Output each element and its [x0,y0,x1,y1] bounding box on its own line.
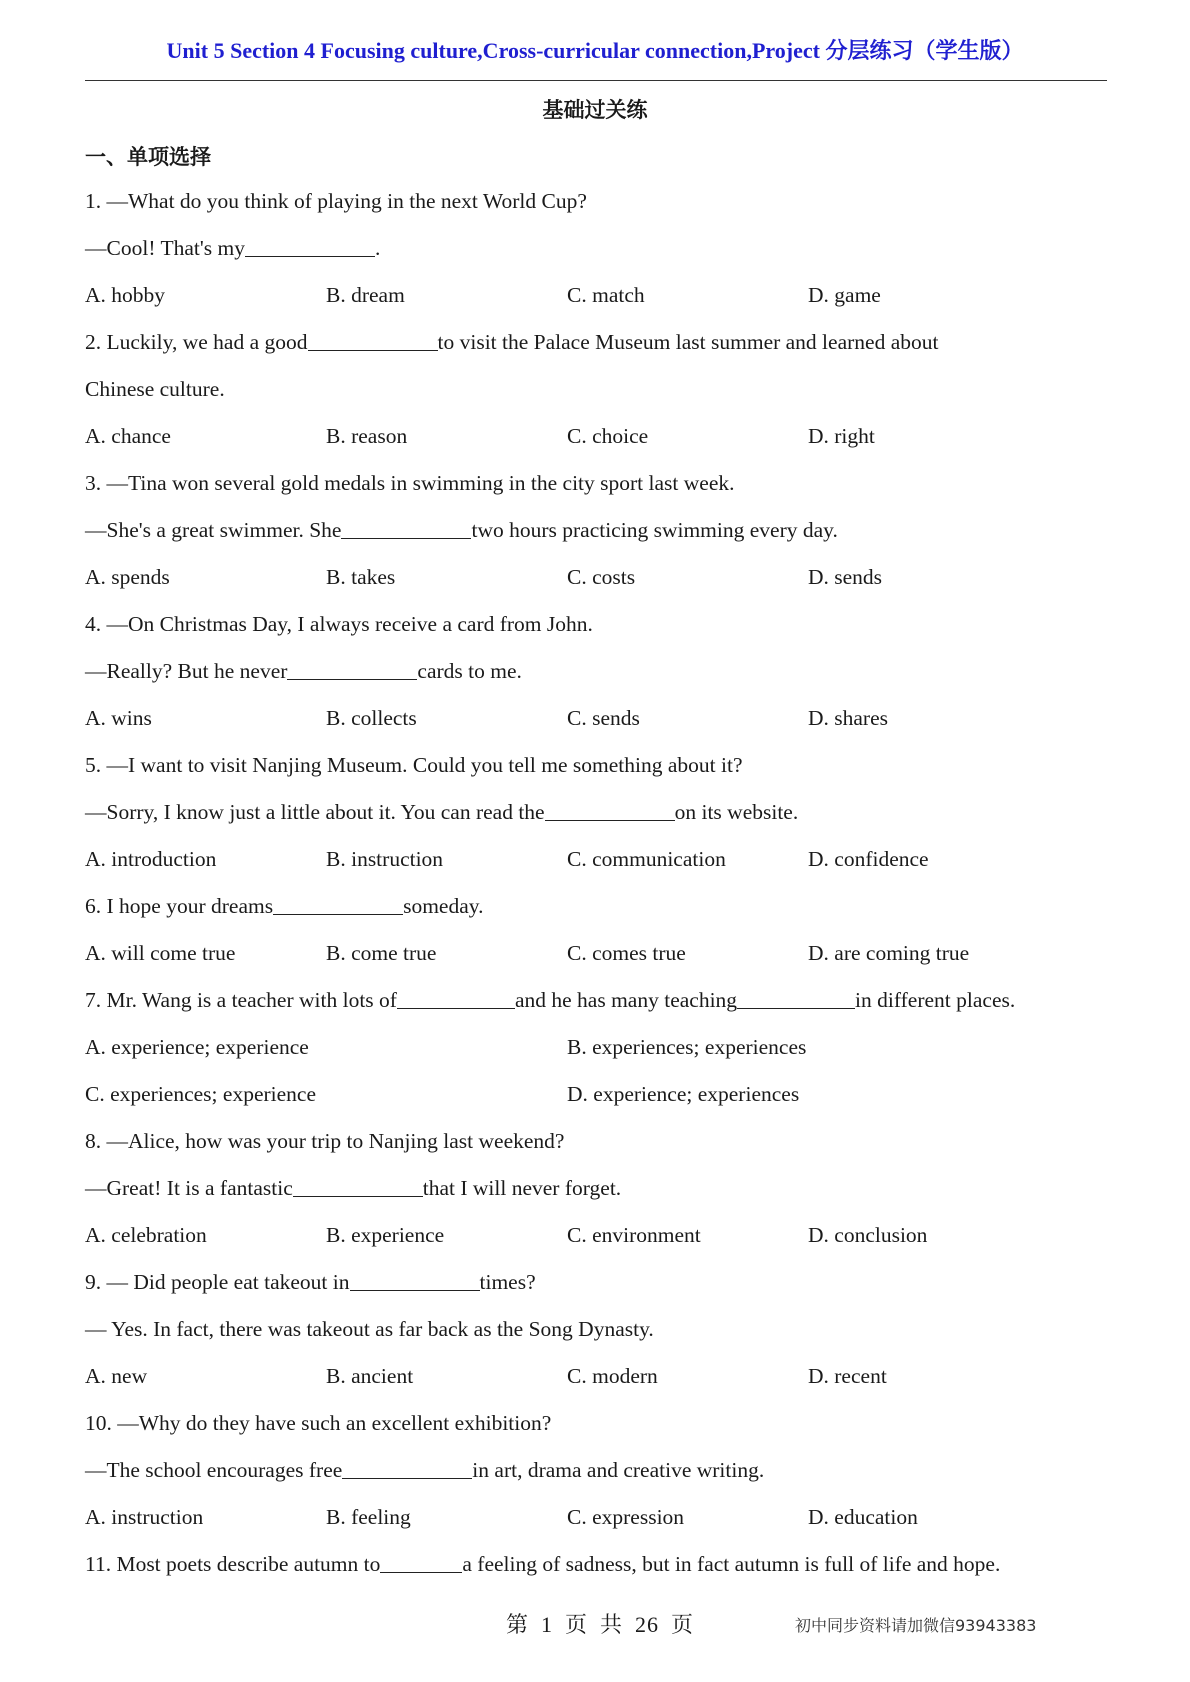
question-6 [85,883,1115,977]
question-line [85,742,1115,789]
option-c: C. match [567,283,645,307]
header-title-cn: 分层练习（学生版） [825,39,1024,64]
option-d: D. sends [808,565,883,589]
option-c: C. expression [567,1505,685,1529]
question-line [85,648,1115,695]
answer-blank [545,790,675,821]
question-text: Chinese culture. [85,377,225,401]
option-a: A. wins [85,706,152,730]
option-d: D. are coming true [808,941,970,965]
option-d: D. education [808,1505,918,1529]
question-text: —Sorry, I know just a little about it. You can read the [85,800,545,824]
footer-note: 初中同步资料请加微信93943383 [795,1616,1037,1635]
question-line [85,178,1115,225]
question-text: 8. —Alice, how was your trip to Nanjing last weekend? [85,1129,565,1153]
option-a: A. introduction [85,847,217,871]
option-b: B. experiences; experiences [567,1035,807,1059]
option-b: B. reason [326,424,408,448]
question-line [85,366,1115,413]
question-5 [85,742,1115,883]
answer-blank [287,649,417,680]
question-text: to visit the Palace Museum last summer and learned about [437,330,939,354]
question-text: — Yes. In fact, there was takeout as far back as the Song Dynasty. [85,1317,654,1341]
answer-blank [737,978,855,1009]
option-c: C. costs [567,565,636,589]
question-2 [85,319,1115,460]
option-c: C. communication [567,847,726,871]
question-text: —Really? But he never [85,659,288,683]
option-b: B. collects [326,706,417,730]
option-c: C. sends [567,706,640,730]
option-a: A. celebration [85,1223,207,1247]
question-text: 7. Mr. Wang is a teacher with lots of [85,988,397,1012]
page-total: 26 [635,1612,660,1637]
option-a: A. will come true [85,941,236,965]
option-a: A. new [85,1364,148,1388]
question-10 [85,1400,1115,1541]
question-text: 11. Most poets describe autumn to [85,1552,381,1576]
page-label-4: 页 [671,1612,695,1637]
question-line [85,1165,1115,1212]
question-line [85,789,1115,836]
question-line [85,1400,1115,1447]
question-4 [85,601,1115,742]
question-text: —The school encourages free [85,1458,343,1482]
question-11 [85,1541,1115,1588]
question-line [85,1541,1115,1588]
answer-blank [293,1166,423,1197]
option-d: D. conclusion [808,1223,928,1247]
question-line [85,1118,1115,1165]
options-row [85,272,1115,319]
question-7 [85,977,1115,1118]
question-text: . [374,236,381,260]
question-text: and he has many teaching [514,988,738,1012]
question-line [85,507,1115,554]
option-c: C. environment [567,1223,701,1247]
question-text: 4. —On Christmas Day, I always receive a card from John. [85,612,593,636]
document-header-title [0,34,1190,65]
options-row [85,836,1115,883]
question-text: two hours practicing swimming every day. [471,518,838,542]
option-b: B. feeling [326,1505,411,1529]
option-d: D. experience; experiences [567,1082,800,1106]
option-b: B. takes [326,565,396,589]
answer-blank [273,884,403,915]
options-row [85,1071,1115,1118]
option-a: A. instruction [85,1505,204,1529]
header-title-en: Unit 5 Section 4 Focusing culture,Cross-curricular connection,Project [166,38,820,63]
option-d: D. shares [808,706,889,730]
options-row [85,1494,1115,1541]
answer-blank [245,226,375,257]
option-a: A. experience; experience [85,1035,309,1059]
page-number: 1 [541,1612,554,1637]
option-b: B. dream [326,283,405,307]
question-text: —She's a great swimmer. She [85,518,342,542]
option-c: C. choice [567,424,649,448]
answer-blank [350,1260,480,1291]
page-label-2: 页 [565,1612,589,1637]
question-text: times? [479,1270,536,1294]
options-row [85,1353,1115,1400]
option-a: A. spends [85,565,170,589]
part-title: 一、单项选择 [85,145,211,169]
option-b: B. ancient [326,1364,414,1388]
question-text: 10. —Why do they have such an excellent exhibition? [85,1411,552,1435]
option-d: D. game [808,283,881,307]
question-line [85,319,1115,366]
options-row [85,413,1115,460]
option-b: B. come true [326,941,437,965]
question-text: —Cool! That's my [85,236,245,260]
question-8 [85,1118,1115,1259]
question-text: 6. I hope your dreams [85,894,274,918]
page-label-3: 共 [600,1612,624,1637]
question-text: 9. — Did people eat takeout in [85,1270,350,1294]
options-row [85,695,1115,742]
answer-blank [342,1448,472,1479]
question-text: that I will never forget. [422,1176,622,1200]
question-text: in different places. [855,988,1016,1012]
option-c: C. comes true [567,941,686,965]
options-row [85,1024,1115,1071]
answer-blank [380,1542,462,1573]
question-text: —Great! It is a fantastic [85,1176,293,1200]
option-a: A. hobby [85,283,166,307]
answer-blank [341,508,471,539]
question-line [85,1306,1115,1353]
question-text: cards to me. [417,659,522,683]
header-divider [85,80,1107,81]
option-d: D. recent [808,1364,887,1388]
question-text: a feeling of sadness, but in fact autumn is full of life and hope. [462,1552,1001,1576]
option-a: A. chance [85,424,171,448]
question-text: 3. —Tina won several gold medals in swimming in the city sport last week. [85,471,735,495]
options-row [85,1212,1115,1259]
question-line [85,977,1115,1024]
answer-blank [397,978,515,1009]
question-line [85,1259,1115,1306]
section-title: 基础过关练 [542,98,648,122]
question-line [85,225,1115,272]
option-d: D. right [808,424,875,448]
question-list [85,178,1115,1588]
question-line [85,460,1115,507]
option-d: D. confidence [808,847,929,871]
page-label-1: 第 [506,1612,530,1637]
question-line [85,1447,1115,1494]
question-text: 2. Luckily, we had a good [85,330,308,354]
question-3 [85,460,1115,601]
option-c: C. modern [567,1364,658,1388]
question-text: someday. [403,894,484,918]
question-text: 1. —What do you think of playing in the next World Cup? [85,189,587,213]
question-9 [85,1259,1115,1400]
question-1 [85,178,1115,319]
answer-blank [308,320,438,351]
options-row [85,554,1115,601]
question-text: 5. —I want to visit Nanjing Museum. Could you tell me something about it? [85,753,743,777]
option-b: B. experience [326,1223,445,1247]
question-text: on its website. [674,800,799,824]
question-line [85,883,1115,930]
question-line [85,601,1115,648]
page-indicator [500,1608,700,1639]
option-b: B. instruction [326,847,444,871]
options-row [85,930,1115,977]
option-c: C. experiences; experience [85,1082,316,1106]
question-text: in art, drama and creative writing. [472,1458,765,1482]
